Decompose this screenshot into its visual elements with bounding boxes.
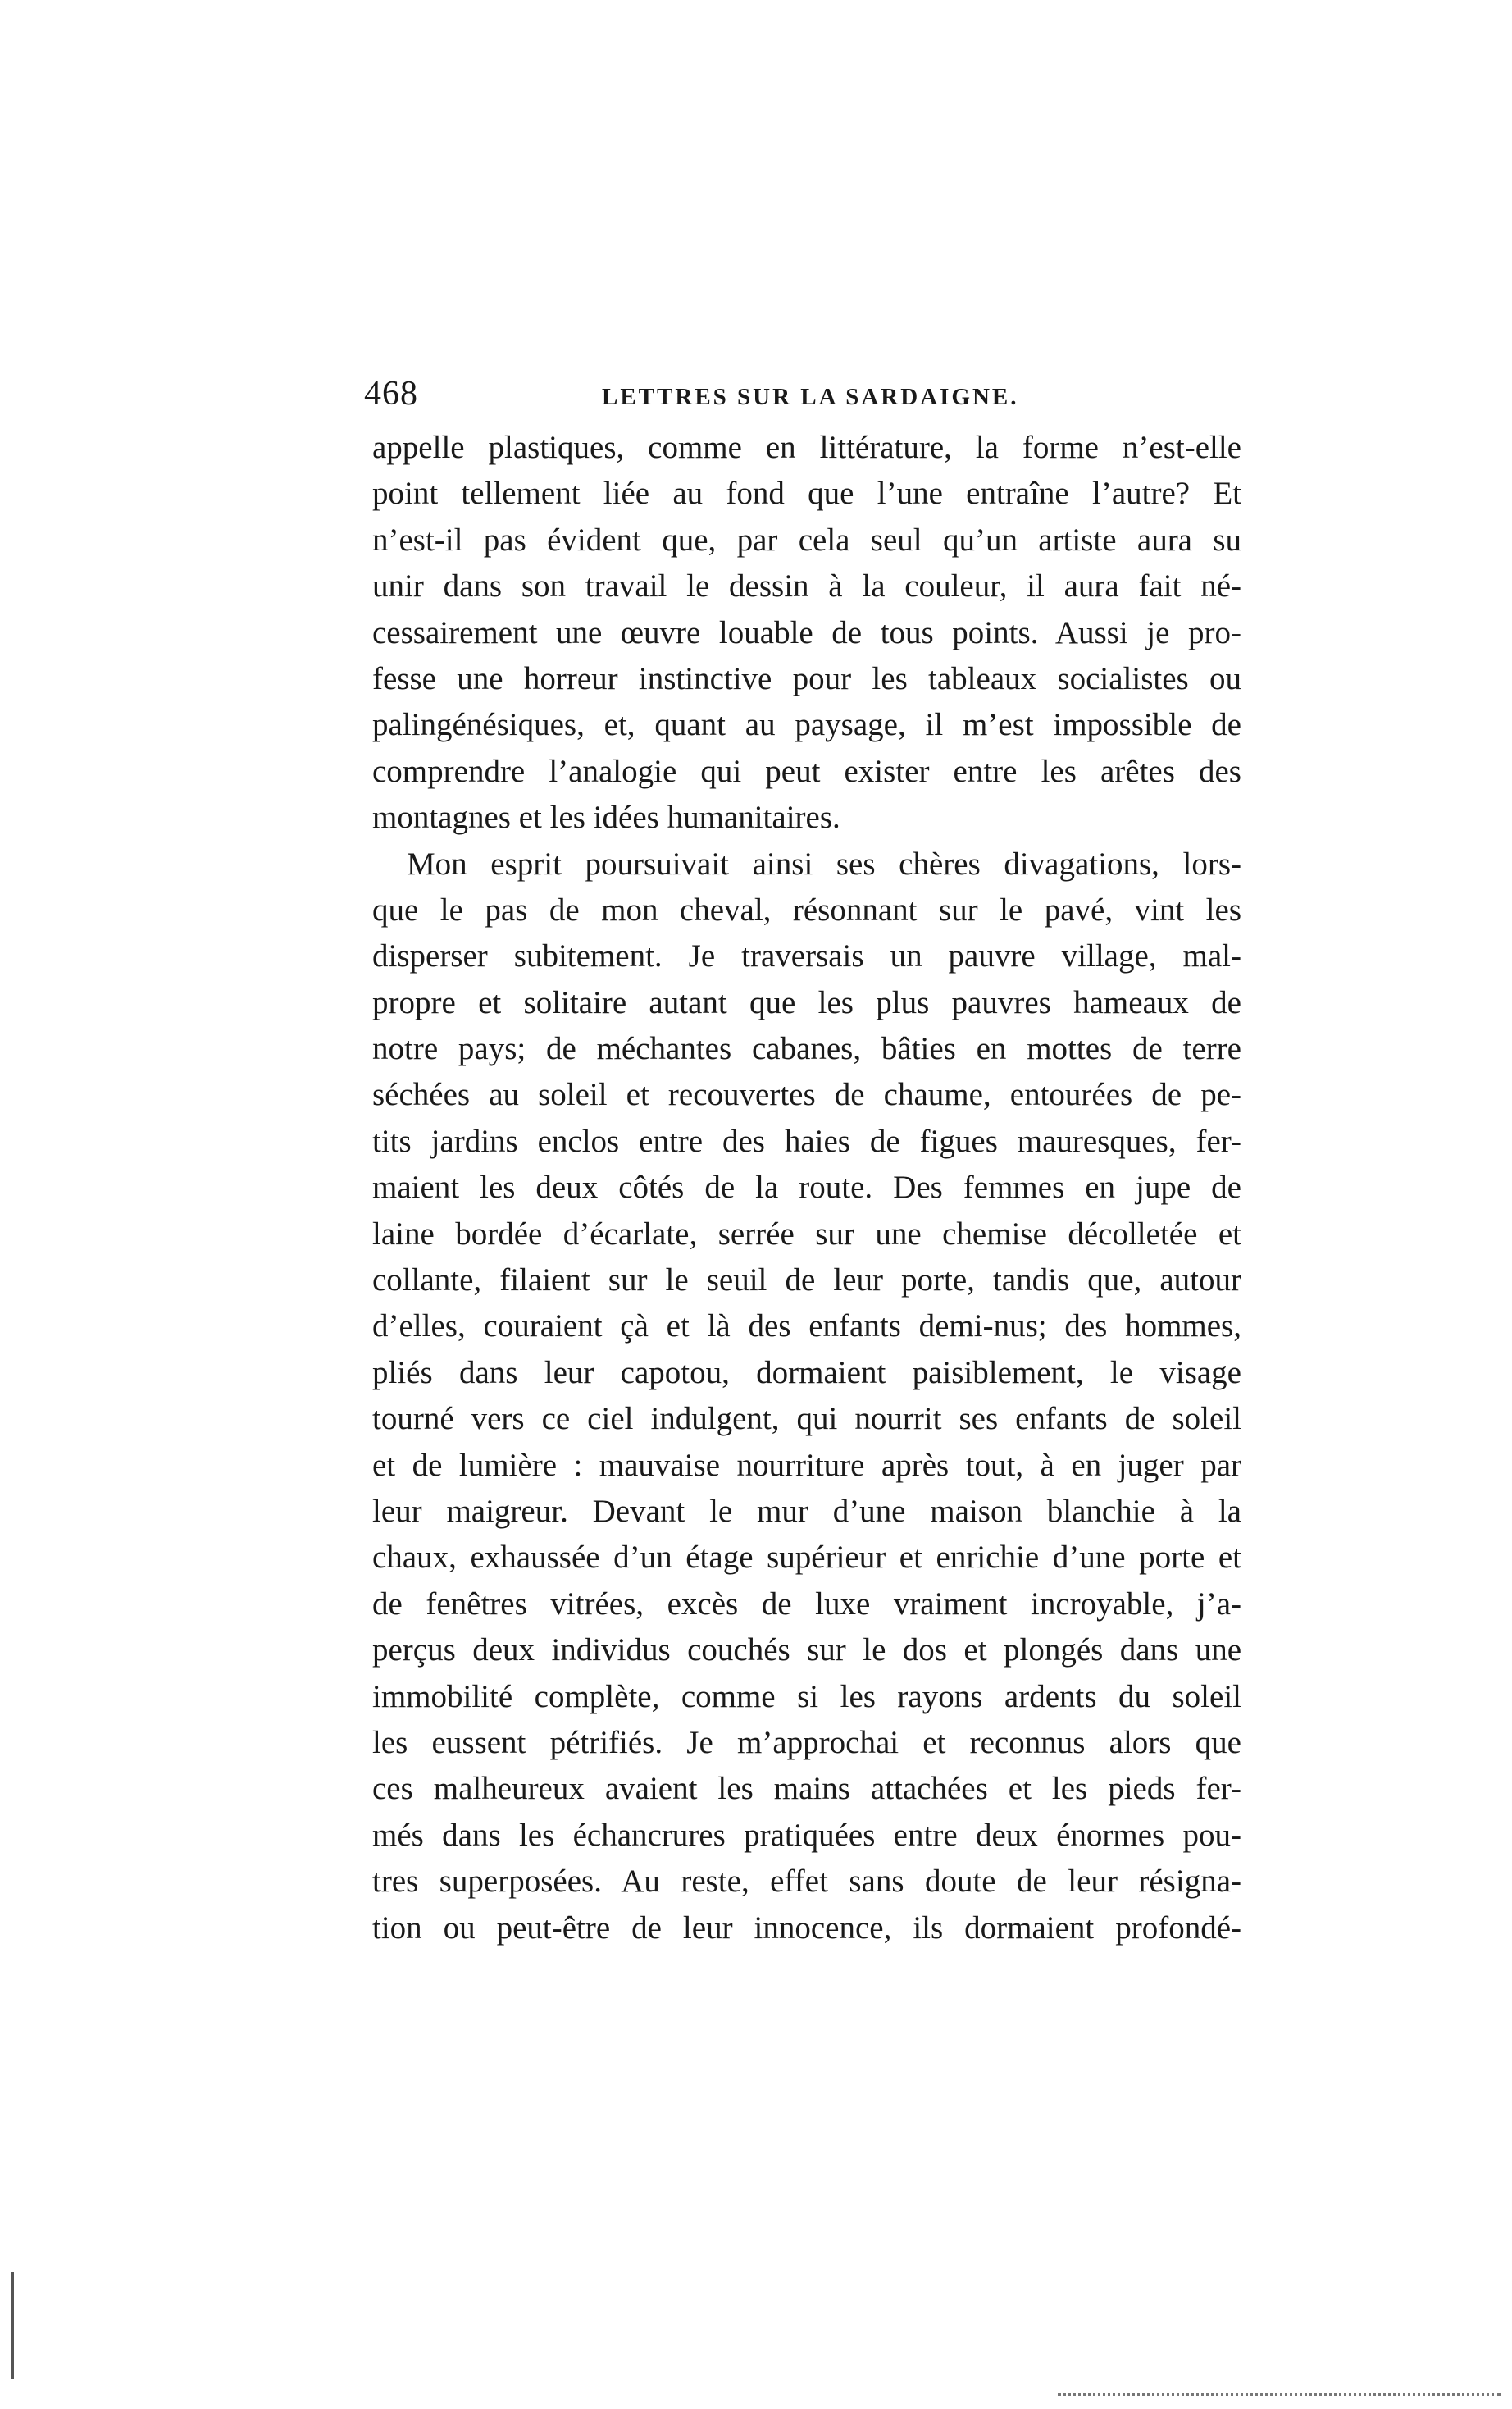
text-line: n’est-il pas évident que, par cela seul qu’un artiste aura su (372, 522, 1241, 558)
scan-edge-mark (11, 2272, 14, 2379)
text-line: disperser subitement. Je traversais un pauvre village, mal- (372, 938, 1241, 974)
text-line: unir dans son travail le dessin à la couleur, il aura fait né- (372, 568, 1241, 605)
text-line: collante, filaient sur le seuil de leur porte, tandis que, autour (372, 1262, 1241, 1298)
text-line: que le pas de mon cheval, résonnant sur le pavé, vint les (372, 892, 1241, 928)
text-line: immobilité complète, comme si les rayons ardents du soleil (372, 1678, 1241, 1714)
text-line: pliés dans leur capotou, dormaient paisiblement, le visage (372, 1354, 1241, 1390)
text-line: chaux, exhaussée d’un étage supérieur et enrichie d’une porte et (372, 1540, 1241, 1576)
text-line: maient les deux côtés de la route. Des femmes en jupe de (372, 1170, 1241, 1206)
text-line: laine bordée d’écarlate, serrée sur une chemise décolletée et (372, 1216, 1241, 1252)
text-line: et de lumière : mauvaise nourriture après tout, à en juger par (372, 1447, 1241, 1483)
text-line: notre pays; de méchantes cabanes, bâties en mottes de terre (372, 1031, 1241, 1067)
text-line: séchées au soleil et recouvertes de chaume, entourées de pe- (372, 1077, 1241, 1113)
text-line: tres superposées. Au reste, effet sans doute de leur résigna- (372, 1864, 1241, 1900)
text-line-paragraph-start: Mon esprit poursuivait ainsi ses chères divagations, lors- (407, 846, 1241, 882)
text-line: d’elles, couraient çà et là des enfants demi-nus; des hommes, (372, 1308, 1241, 1344)
scan-footer-marks (1058, 2393, 1501, 2398)
text-line: comprendre l’analogie qui peut exister entre les arêtes des (372, 753, 1241, 789)
page-number: 468 (364, 375, 418, 413)
text-line: fesse une horreur instinctive pour les tableaux socialistes ou (372, 660, 1241, 696)
text-line: propre et solitaire autant que les plus pauvres hameaux de (372, 984, 1241, 1020)
body-text (372, 425, 1241, 1951)
running-head (364, 369, 1102, 418)
text-line: tion ou peut-être de leur innocence, ils dormaient profondé- (372, 1909, 1241, 1946)
text-line: cessairement une œuvre louable de tous points. Aussi je pro- (372, 614, 1241, 650)
text-line: ces malheureux avaient les mains attachées et les pieds fer- (372, 1771, 1241, 1807)
text-line: de fenêtres vitrées, excès de luxe vraiment incroyable, j’a- (372, 1585, 1241, 1622)
text-line: leur maigreur. Devant le mur d’une maison blanchie à la (372, 1493, 1241, 1529)
text-line: tourné vers ce ciel indulgent, qui nourrit ses enfants de soleil (372, 1401, 1241, 1437)
text-line-paragraph-end: montagnes et les idées humanitaires. (372, 800, 840, 836)
text-line: point tellement liée au fond que l’une entraîne l’autre? Et (372, 476, 1241, 512)
text-line: perçus deux individus couchés sur le dos et plongés dans une (372, 1632, 1241, 1668)
text-line: més dans les échancrures pratiquées entre deux énormes pou- (372, 1817, 1241, 1853)
running-title: LETTRES SUR LA SARDAIGNE. (602, 384, 1019, 410)
text-line: palingénésiques, et, quant au paysage, il m’est impossible de (372, 707, 1241, 743)
text-line: tits jardins enclos entre des haies de figues mauresques, fer- (372, 1123, 1241, 1159)
text-line: les eussent pétrifiés. Je m’approchai et reconnus alors que (372, 1724, 1241, 1760)
text-line: appelle plastiques, comme en littérature, la forme n’est-elle (372, 430, 1241, 465)
